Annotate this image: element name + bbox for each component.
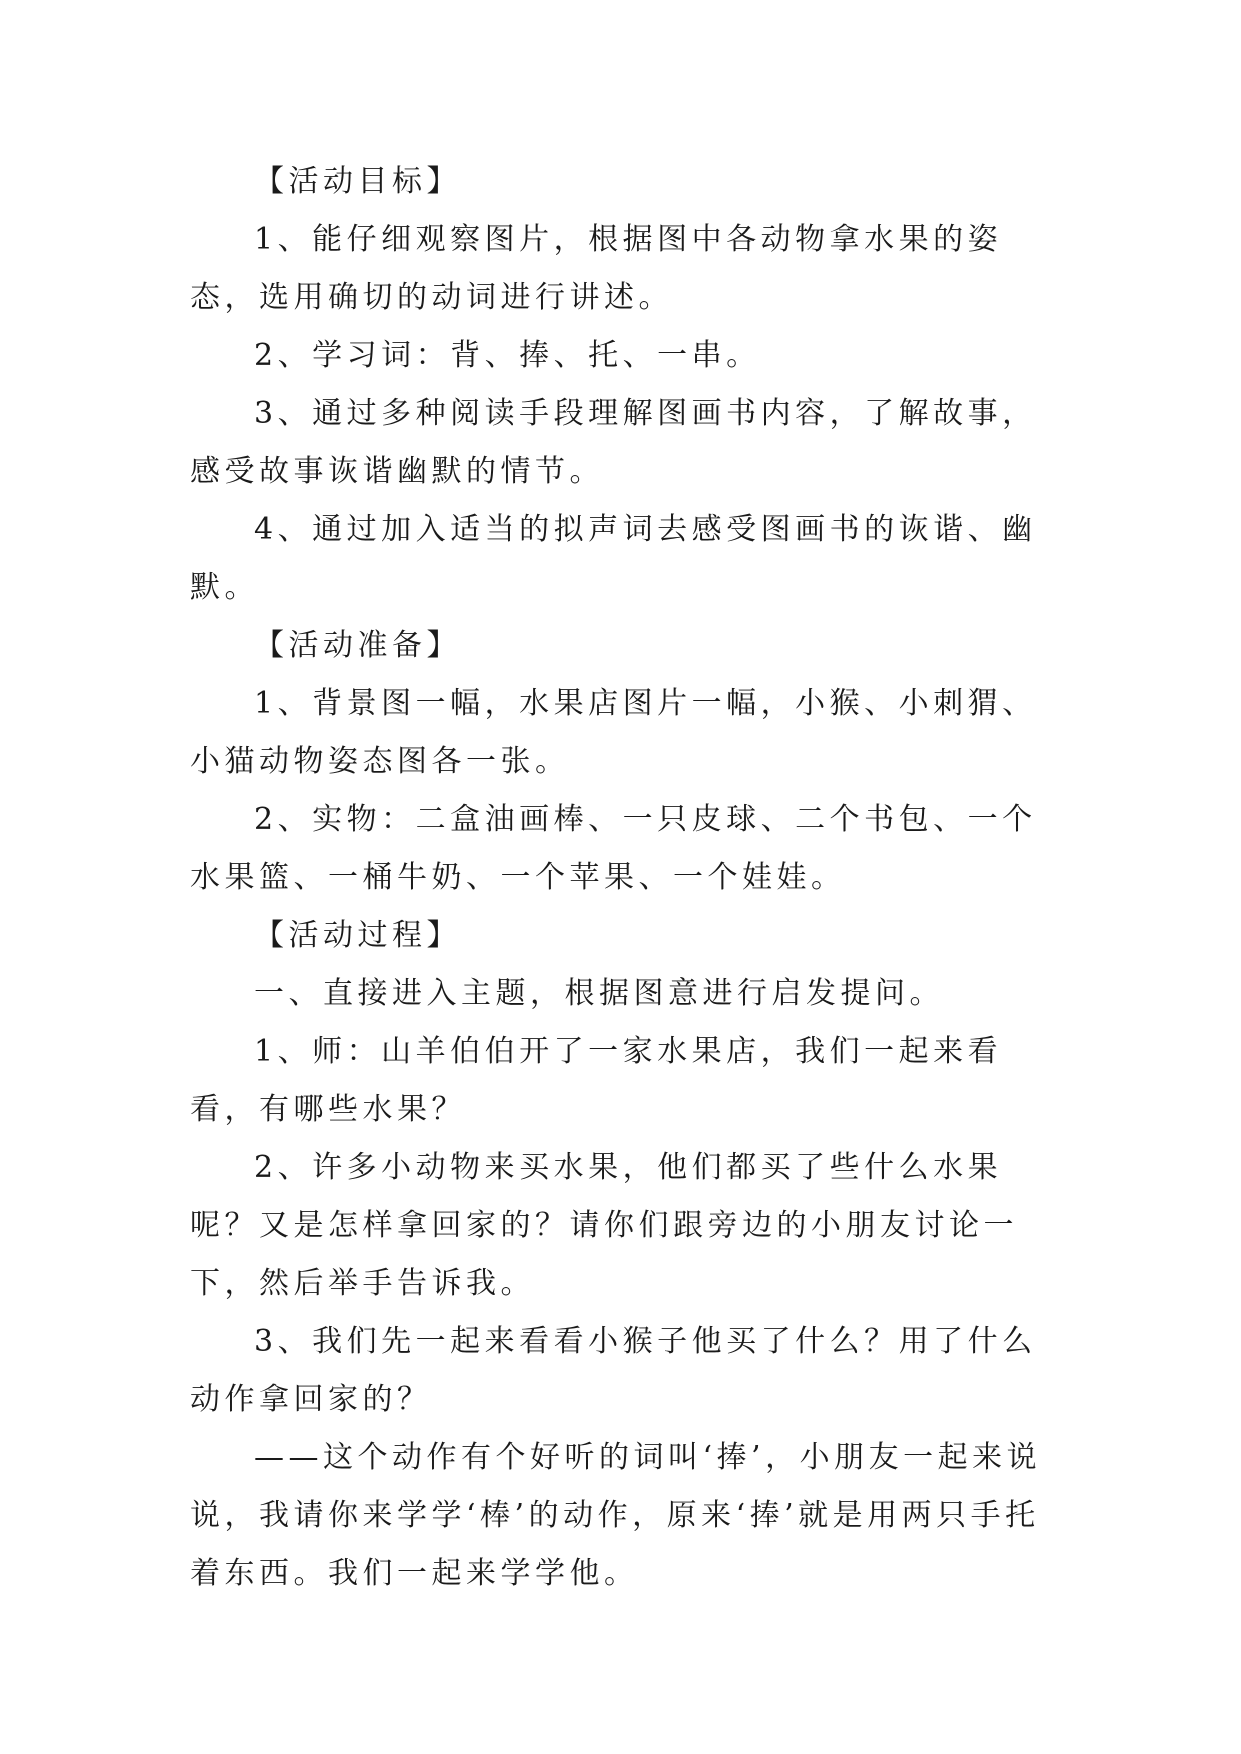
paragraph: 2、实物：二盒油画棒、一只皮球、二个书包、一个水果篮、一桶牛奶、一个苹果、一个娃娃。 (190, 802, 1037, 895)
paragraph: 2、许多小动物来买水果，他们都买了些什么水果呢？又是怎样拿回家的？请你们跟旁边的小朋友讨论一下，然后举手告诉我。 (190, 1150, 1018, 1301)
paragraph: 一、直接进入主题，根据图意进行启发提问。 (254, 976, 944, 1011)
section-heading-process: 【活动过程】 (254, 918, 461, 953)
paragraph: 1、背景图一幅，水果店图片一幅，小猴、小刺猬、小猫动物姿态图各一张。 (190, 686, 1037, 779)
paragraph: ——这个动作有个好听的词叫‘捧’，小朋友一起来说说，我请你来学学‘棒’的动作，原来‘捧’就是用两只手托着东西。我们一起来学学他。 (190, 1440, 1042, 1591)
paragraph: 3、通过多种阅读手段理解图画书内容，了解故事，感受故事诙谐幽默的情节。 (190, 396, 1037, 489)
paragraph: 2、学习词：背、捧、托、一串。 (254, 338, 761, 373)
paragraph: 3、我们先一起来看看小猴子他买了什么？用了什么动作拿回家的？ (190, 1324, 1037, 1417)
paragraph: 1、师：山羊伯伯开了一家水果店，我们一起来看看，有哪些水果？ (190, 1034, 1003, 1127)
paragraph: 4、通过加入适当的拟声词去感受图画书的诙谐、幽默。 (190, 512, 1037, 605)
section-heading-goals: 【活动目标】 (254, 164, 461, 199)
paragraph: 1、能仔细观察图片，根据图中各动物拿水果的姿态，选用确切的动词进行讲述。 (190, 222, 1003, 315)
section-heading-preparation: 【活动准备】 (254, 628, 461, 663)
document-body (190, 153, 1060, 1603)
